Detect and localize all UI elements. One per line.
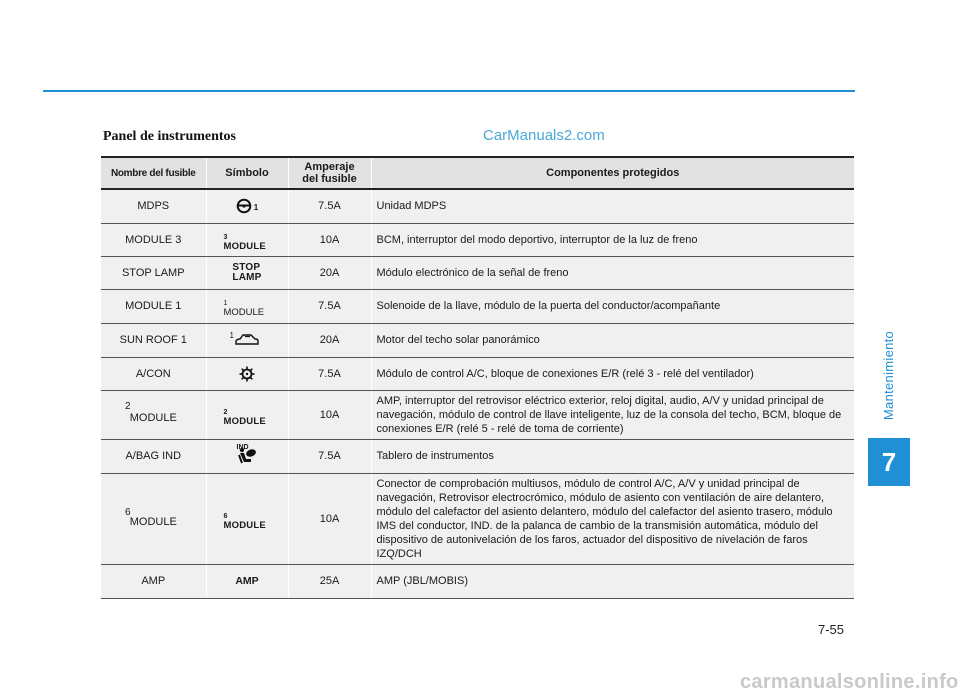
watermark-top: CarManuals2.com xyxy=(483,127,605,144)
fuse-name: MODULE 3 xyxy=(101,223,206,256)
fuse-name: A/BAG IND xyxy=(101,439,206,473)
name-number: 6 xyxy=(125,506,131,518)
side-chapter-label: Mantenimiento xyxy=(881,330,897,420)
fuse-name: A/CON xyxy=(101,357,206,390)
fuse-amperage: 10A xyxy=(288,473,371,564)
fuse-symbol xyxy=(206,256,288,289)
fuse-amperage: 7.5A xyxy=(288,357,371,390)
fuse-symbol xyxy=(206,357,288,390)
fuse-components: AMP (JBL/MOBIS) xyxy=(371,564,854,598)
table-row xyxy=(101,223,854,256)
ac-fan-icon xyxy=(239,366,255,382)
fuse-amperage: 25A xyxy=(288,564,371,598)
fuse-symbol xyxy=(206,323,288,357)
fuse-name: SUN ROOF 1 xyxy=(101,323,206,357)
fuse-name: STOP LAMP xyxy=(101,256,206,289)
header-symbol: Símbolo xyxy=(206,157,288,189)
fuse-amperage: 20A xyxy=(288,256,371,289)
watermark-bottom: carmanualsonline.info xyxy=(740,671,959,693)
header-fuse-name: Nombre del fusible xyxy=(101,157,206,189)
fuse-amperage: 7.5A xyxy=(288,439,371,473)
fuse-components: Tablero de instrumentos xyxy=(371,439,854,473)
fuse-symbol: 1 MODULE xyxy=(206,289,288,323)
fuse-amperage: 10A xyxy=(288,223,371,256)
fuse-amperage: 20A xyxy=(288,323,371,357)
header-amperage: Amperaje del fusible xyxy=(288,157,371,189)
fuse-name: AMP xyxy=(101,564,206,598)
table-row xyxy=(101,473,854,564)
table-row xyxy=(101,189,854,223)
fuse-symbol xyxy=(206,189,288,223)
table-row xyxy=(101,439,854,473)
fuse-name: 2 MODULE xyxy=(101,390,206,439)
fuse-symbol: 3 MODULE xyxy=(206,223,288,256)
fuse-components: Unidad MDPS xyxy=(371,189,854,223)
symbol-number: 1 xyxy=(253,203,259,213)
fuse-name: MODULE 1 xyxy=(101,289,206,323)
stop-lamp-symbol: STOP LAMP xyxy=(232,261,262,283)
table-row xyxy=(101,323,854,357)
header-components: Componentes protegidos xyxy=(371,157,854,189)
fuse-amperage: 7.5A xyxy=(288,289,371,323)
fuse-components: Módulo electrónico de la señal de freno xyxy=(371,256,854,289)
fuse-table xyxy=(101,156,854,599)
fuse-components: AMP, interruptor del retrovisor eléctrico exterior, reloj digital, audio, A/V y unidad principal de navegación, módulo de control de llave inteligente, luz de la consola del techo, BCM, bloque de conexiones E/R (relé 5 - relé de toma de corriente) xyxy=(371,390,854,439)
side-chapter-tab: 7 xyxy=(868,438,910,486)
fuse-amperage: 10A xyxy=(288,390,371,439)
table-row xyxy=(101,564,854,598)
table-row xyxy=(101,390,854,439)
fuse-components: Motor del techo solar panorámico xyxy=(371,323,854,357)
section-title: Panel de instrumentos xyxy=(103,129,236,144)
top-rule xyxy=(43,90,855,92)
name-number: 2 xyxy=(125,400,131,412)
steering-wheel-icon xyxy=(236,198,252,214)
fuse-symbol: 6 MODULE xyxy=(206,473,288,564)
fuse-name: 6 MODULE xyxy=(101,473,206,564)
table-row xyxy=(101,256,854,289)
fuse-components: Módulo de control A/C, bloque de conexiones E/R (relé 3 - relé del ventilador) xyxy=(371,357,854,390)
fuse-symbol: 2 MODULE xyxy=(206,390,288,439)
fuse-symbol xyxy=(206,439,288,473)
fuse-components: Solenoide de la llave, módulo de la puerta del conductor/acompañante xyxy=(371,289,854,323)
fuse-name: MDPS xyxy=(101,189,206,223)
table-row xyxy=(101,357,854,390)
symbol-number: 1 xyxy=(229,331,234,340)
fuse-components: BCM, interruptor del modo deportivo, interruptor de la luz de freno xyxy=(371,223,854,256)
table-row xyxy=(101,289,854,323)
page-number: 7-55 xyxy=(818,622,845,637)
fuse-symbol xyxy=(206,564,288,598)
fuse-components: Conector de comprobación multiusos, módulo de control A/C, A/V y unidad principal de navegación, Retrovisor electrocrómico, módulo de asiento con ventilación de aire delantero, módulo del calefactor del asiento delantero, módulo del calefactor del asiento trasero, módulo IMS del conductor, IND. de la palanca de cambio de la transmisión automática, módulo del dispositivo de autonivelación de los faros, actuador del dispositivo de nivelación de faros IZQ/DCH xyxy=(371,473,854,564)
table-header-row xyxy=(101,157,854,189)
fuse-amperage: 7.5A xyxy=(288,189,371,223)
symbol-text: IND xyxy=(236,444,249,451)
sunroof-car-icon xyxy=(234,333,260,347)
amp-symbol: AMP xyxy=(235,575,259,587)
